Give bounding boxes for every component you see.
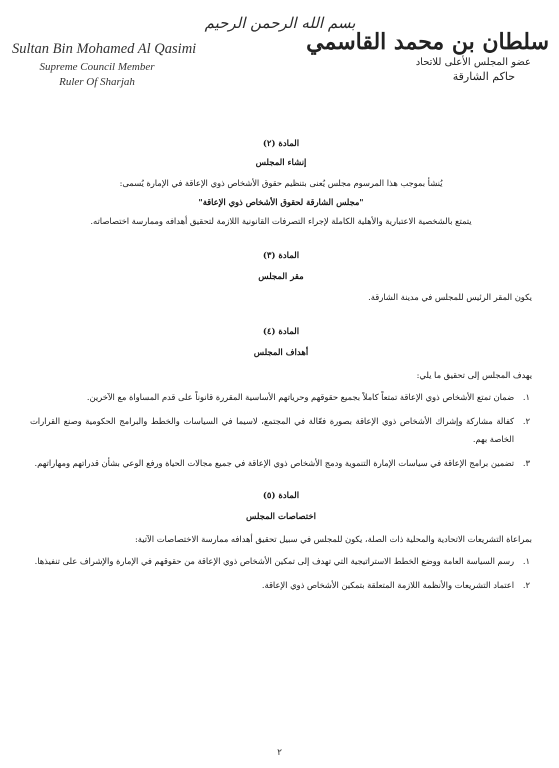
article-3-text: يكون المقر الرئيس للمجلس في مدينة الشارقة. (368, 292, 532, 302)
basmala-calligraphy: بسم الله الرحمن الرحيم (204, 14, 356, 32)
document-body (30, 138, 532, 594)
article-2-number: المادة (٢) (262, 139, 300, 149)
list-item: ١. ضمان تمتع الأشخاص ذوي الإعاقة تمتعاً كاملاً بجميع حقوقهم وحرياتهم الأساسية المقررة قانوناً على قدم المساواة مع الآخرين. (86, 392, 530, 402)
article-2-council-name: "مجلس الشارقة لحقوق الأشخاص ذوي الإعاقة" (198, 197, 364, 207)
article-4-intro: يهدف المجلس إلى تحقيق ما يلي: (416, 370, 532, 380)
article-2-text-2: يتمتع بالشخصية الاعتبارية والأهلية الكاملة لإجراء التصرفات القانونية اللازمة لتحقيق أهدافه وممارسة اختصاصاته. (90, 216, 472, 226)
letterhead-ar-title: عضو المجلس الأعلى للاتحاد (415, 57, 531, 68)
article-4-title: أهداف المجلس (253, 348, 309, 358)
article-3-number: المادة (٣) (262, 251, 300, 261)
article-5-intro: بمراعاة التشريعات الاتحادية والمحلية ذات الصلة، يكون للمجلس في سبيل تحقيق أهدافه ممارسة الاختصاصات الآتية: (134, 534, 532, 544)
list-item: ٣. تضمين برامج الإعاقة في سياسات الإمارة التنموية ودمج الأشخاص ذوي الإعاقة في جميع مجالات الحياة ورفع الوعي بشأن قدراتهم ومهاراتهم. (34, 458, 530, 468)
article-3-title: مقر المجلس (258, 272, 304, 282)
letterhead-en-title: Supreme Council Member (39, 61, 155, 73)
letterhead-arabic (306, 28, 549, 84)
letterhead-ar-name: سلطان بن محمد القاسمي (306, 29, 549, 55)
list-item: ٢. كفالة مشاركة وإشراك الأشخاص ذوي الإعاقة بصورة فعّالة في المجتمع، لاسيما في السياسات والخطط والبرامج الحكومية وصنع القرارات الخاصة بهم. (30, 416, 530, 444)
article-4-list (30, 388, 532, 472)
letterhead-english (12, 40, 197, 90)
article-4-number: المادة (٤) (262, 327, 300, 337)
list-item: ٢. اعتماد التشريعات والأنظمة اللازمة المتعلقة بتمكين الأشخاص ذوي الإعاقة. (261, 580, 530, 590)
letterhead-en-name: Sultan Bin Mohamed Al Qasimi (12, 41, 197, 57)
article-5-number: المادة (٥) (262, 491, 300, 501)
page-number: ٢ (277, 748, 282, 758)
letterhead-en-role: Ruler Of Sharjah (59, 76, 135, 88)
list-item: ١. رسم السياسة العامة ووضع الخطط الاستراتيجية التي تهدف إلى تمكين الأشخاص ذوي الإعاقة من حقوقهم في الإمارة والإشراف على تنفيذها. (34, 556, 530, 566)
letterhead-ar-role: حاكم الشارقة (452, 70, 515, 83)
article-2-title: إنشاء المجلس (255, 158, 307, 168)
article-2-text-1: يُنشأ بموجب هذا المرسوم مجلس يُعنى بتنظيم حقوق الأشخاص ذوي الإعاقة في الإمارة يُسمى: (119, 178, 443, 188)
article-5-title: اختصاصات المجلس (246, 512, 316, 522)
article-5-list (30, 552, 532, 594)
